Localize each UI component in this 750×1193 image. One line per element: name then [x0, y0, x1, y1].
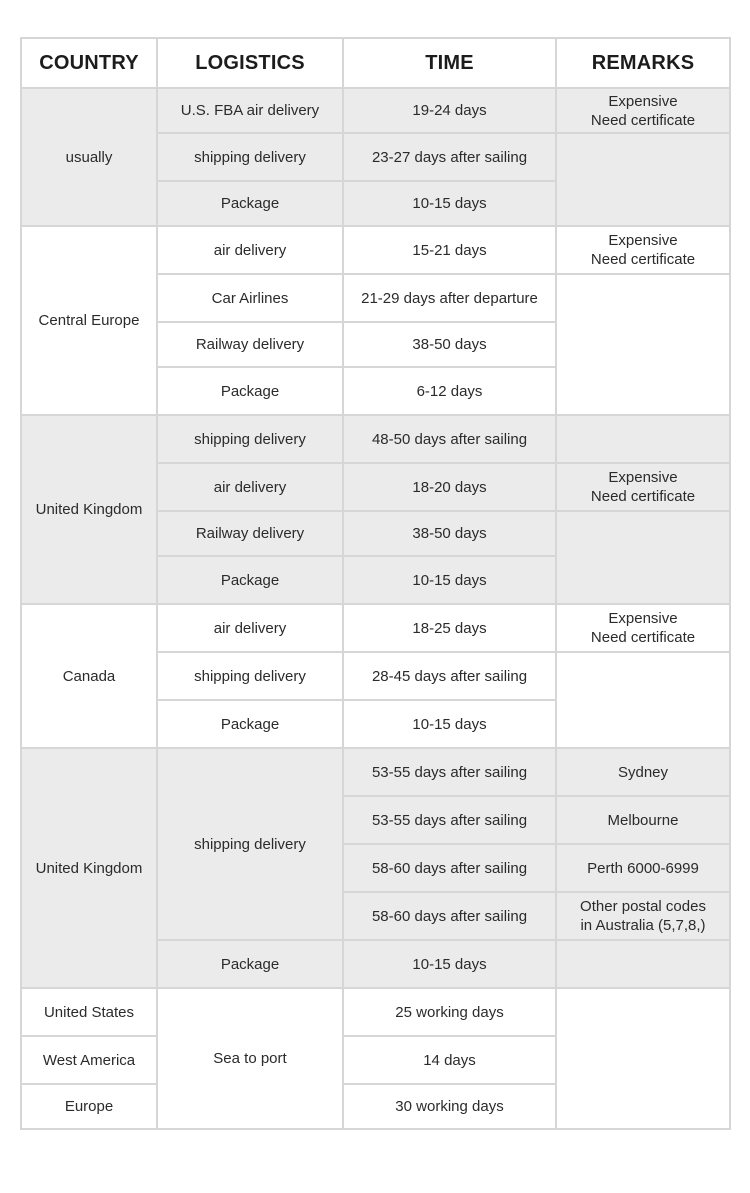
remarks-cell-empty: [556, 940, 730, 988]
logistics-cell: Package: [157, 556, 343, 604]
time-cell: 21-29 days after departure: [343, 274, 556, 322]
time-cell: 58-60 days after sailing: [343, 844, 556, 892]
time-cell: 10-15 days: [343, 940, 556, 988]
country-cell: United States: [21, 988, 157, 1036]
time-cell: 19-24 days: [343, 88, 556, 133]
logistics-cell: shipping delivery: [157, 415, 343, 463]
time-cell: 18-20 days: [343, 463, 556, 511]
logistics-cell: shipping delivery: [157, 652, 343, 700]
header-country: COUNTRY: [21, 38, 157, 88]
logistics-cell: Sea to port: [157, 988, 343, 1129]
table-row: [21, 988, 730, 1036]
logistics-cell: Package: [157, 700, 343, 748]
time-cell: 48-50 days after sailing: [343, 415, 556, 463]
logistics-cell: air delivery: [157, 604, 343, 652]
time-cell: 25 working days: [343, 988, 556, 1036]
remarks-cell: Expensive Need certificate: [556, 463, 730, 511]
table-row: [21, 88, 730, 133]
shipping-table-container: [20, 37, 729, 1143]
country-cell: Europe: [21, 1084, 157, 1129]
country-cell: Central Europe: [21, 226, 157, 415]
country-cell: Canada: [21, 604, 157, 748]
table-row: [21, 748, 730, 796]
logistics-cell: Railway delivery: [157, 322, 343, 367]
shipping-table: [20, 37, 731, 1130]
time-cell: 28-45 days after sailing: [343, 652, 556, 700]
logistics-cell: air delivery: [157, 226, 343, 274]
remarks-cell-empty: [556, 415, 730, 463]
remarks-cell: Sydney: [556, 748, 730, 796]
header-time: TIME: [343, 38, 556, 88]
header-remarks: REMARKS: [556, 38, 730, 88]
logistics-cell: Car Airlines: [157, 274, 343, 322]
time-cell: 18-25 days: [343, 604, 556, 652]
remarks-cell-empty: [556, 511, 730, 604]
remarks-cell-empty: [556, 274, 730, 415]
time-cell: 10-15 days: [343, 181, 556, 226]
remarks-cell: Perth 6000-6999: [556, 844, 730, 892]
remarks-cell: Melbourne: [556, 796, 730, 844]
remarks-cell: Expensive Need certificate: [556, 226, 730, 274]
time-cell: 15-21 days: [343, 226, 556, 274]
table-row: [21, 604, 730, 652]
time-cell: 23-27 days after sailing: [343, 133, 556, 181]
logistics-cell: Package: [157, 940, 343, 988]
logistics-cell: air delivery: [157, 463, 343, 511]
logistics-cell: Package: [157, 367, 343, 415]
time-cell: 53-55 days after sailing: [343, 796, 556, 844]
time-cell: 10-15 days: [343, 556, 556, 604]
header-row: [21, 38, 730, 88]
logistics-cell: U.S. FBA air delivery: [157, 88, 343, 133]
table-row: [21, 415, 730, 463]
time-cell: 30 working days: [343, 1084, 556, 1129]
remarks-cell-empty: [556, 652, 730, 748]
logistics-cell: Railway delivery: [157, 511, 343, 556]
time-cell: 38-50 days: [343, 322, 556, 367]
logistics-cell: shipping delivery: [157, 133, 343, 181]
logistics-cell: Package: [157, 181, 343, 226]
time-cell: 53-55 days after sailing: [343, 748, 556, 796]
country-cell: West America: [21, 1036, 157, 1084]
time-cell: 38-50 days: [343, 511, 556, 556]
time-cell: 10-15 days: [343, 700, 556, 748]
remarks-cell-empty: [556, 133, 730, 226]
remarks-cell-empty: [556, 988, 730, 1129]
table-row: [21, 226, 730, 274]
time-cell: 6-12 days: [343, 367, 556, 415]
header-logistics: LOGISTICS: [157, 38, 343, 88]
time-cell: 58-60 days after sailing: [343, 892, 556, 940]
time-cell: 14 days: [343, 1036, 556, 1084]
remarks-cell: Other postal codes in Australia (5,7,8,): [556, 892, 730, 940]
remarks-cell: Expensive Need certificate: [556, 604, 730, 652]
logistics-cell: shipping delivery: [157, 748, 343, 940]
country-cell: usually: [21, 88, 157, 226]
country-cell: United Kingdom: [21, 415, 157, 604]
country-cell: United Kingdom: [21, 748, 157, 988]
remarks-cell: Expensive Need certificate: [556, 88, 730, 133]
